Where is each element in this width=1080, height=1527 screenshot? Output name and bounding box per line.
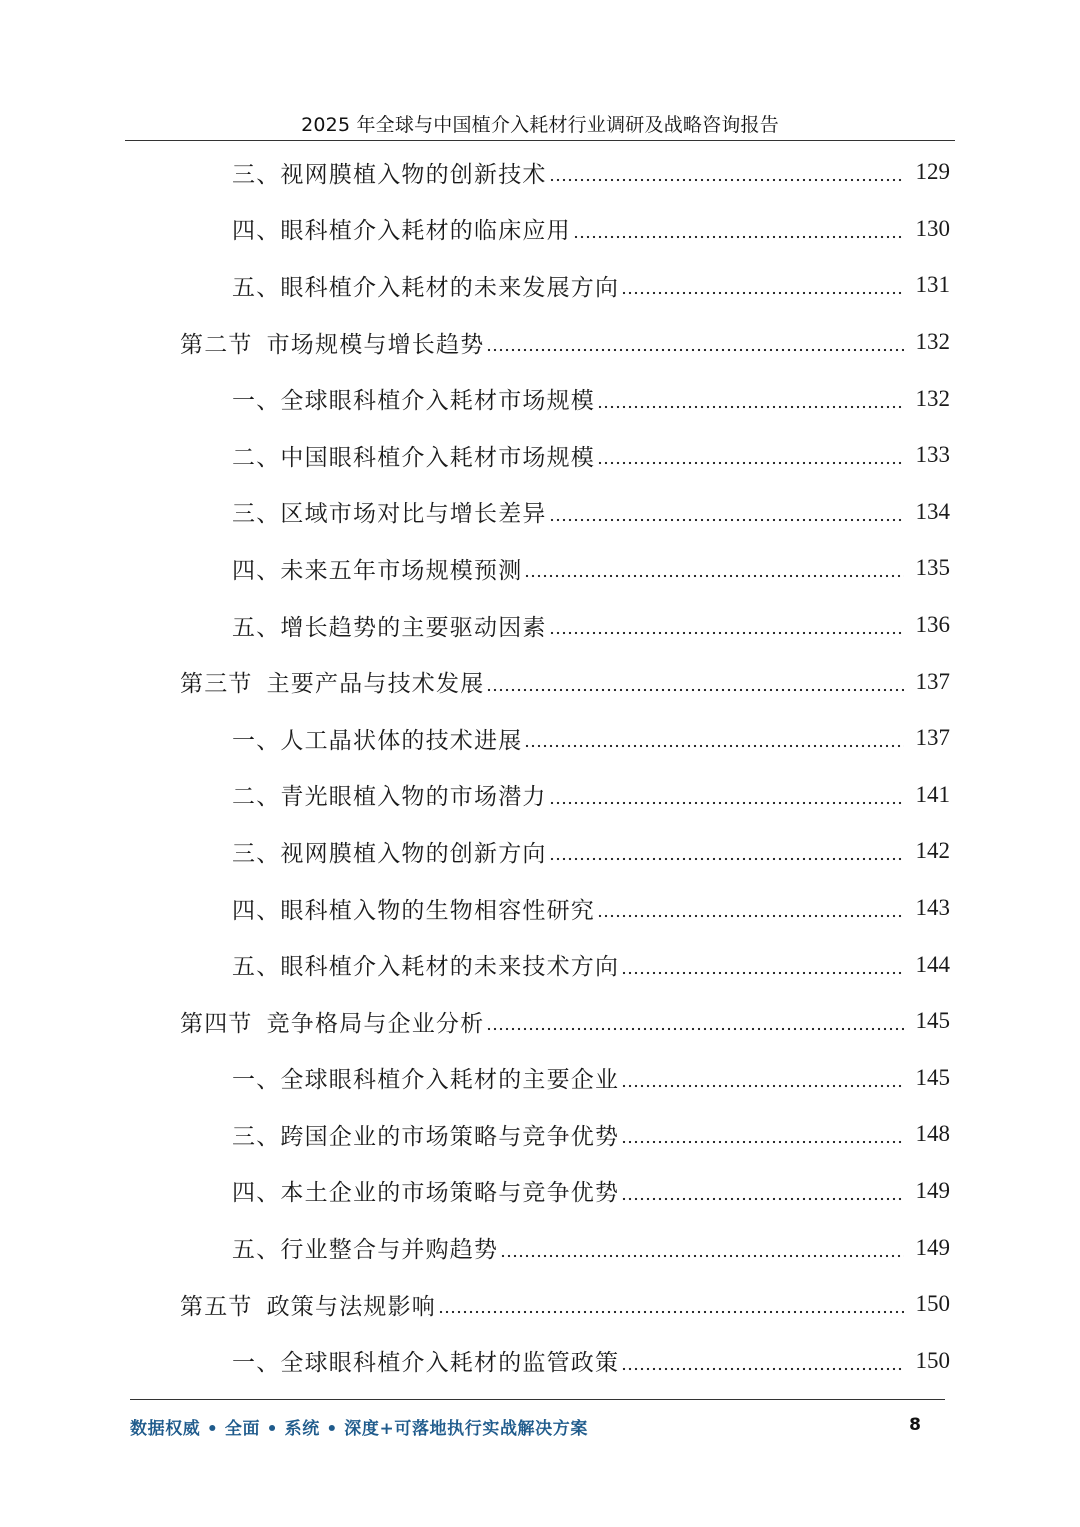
toc-dot-leader xyxy=(486,348,904,352)
toc-dot-leader xyxy=(549,518,904,522)
toc-dot-leader xyxy=(621,1140,904,1144)
toc-dot-leader xyxy=(500,1254,904,1258)
toc-dot-leader xyxy=(549,178,904,182)
table-of-contents xyxy=(0,144,1080,1389)
toc-entry-title xyxy=(232,1174,619,1207)
toc-subsection-entry[interactable] xyxy=(0,1050,1080,1107)
toc-subsection-entry[interactable] xyxy=(0,597,1080,654)
toc-entry-label: 三、视网膜植入物的创新技术 xyxy=(232,161,547,188)
toc-section-entry[interactable] xyxy=(0,314,1080,371)
toc-entry-title xyxy=(232,552,522,585)
toc-entry-label: 四、眼科植入物的生物相容性研究 xyxy=(232,897,595,924)
toc-page-number: 145 xyxy=(915,1064,950,1090)
toc-entry-label: 市场规模与增长趋势 xyxy=(266,331,485,358)
toc-entry-title xyxy=(232,609,547,642)
toc-subsection-entry[interactable] xyxy=(0,257,1080,314)
toc-page-number: 137 xyxy=(915,725,950,751)
toc-section-entry[interactable] xyxy=(0,653,1080,710)
toc-page-number: 149 xyxy=(915,1234,950,1260)
toc-subsection-entry[interactable] xyxy=(0,767,1080,824)
toc-subsection-entry[interactable] xyxy=(0,427,1080,484)
toc-entry-label: 二、中国眼科植介入耗材市场规模 xyxy=(232,444,595,471)
toc-entry-label: 一、全球眼科植介入耗材市场规模 xyxy=(232,388,595,415)
toc-entry-title xyxy=(232,948,619,981)
toc-entry-title xyxy=(232,835,547,868)
toc-entry-title xyxy=(232,1231,498,1264)
toc-dot-leader xyxy=(621,1367,904,1371)
toc-page-number: 132 xyxy=(915,329,950,355)
toc-dot-leader xyxy=(621,971,904,975)
toc-entry-title xyxy=(232,382,595,415)
toc-section-number: 第三节 xyxy=(180,671,253,698)
toc-page-number: 150 xyxy=(915,1291,950,1317)
toc-page-number: 129 xyxy=(915,159,950,185)
toc-subsection-entry[interactable] xyxy=(0,1332,1080,1389)
toc-entry-title xyxy=(180,665,484,698)
toc-subsection-entry[interactable] xyxy=(0,144,1080,201)
toc-dot-leader xyxy=(573,235,904,239)
page-header-title: 2025 年全球与中国植介入耗材行业调研及战略咨询报告 xyxy=(301,114,779,136)
footer-divider xyxy=(130,1399,945,1400)
toc-section-entry[interactable] xyxy=(0,993,1080,1050)
toc-entry-title xyxy=(232,1061,619,1094)
toc-entry-label: 四、本土企业的市场策略与竞争优势 xyxy=(232,1180,620,1207)
header-divider xyxy=(125,140,955,141)
toc-entry-title xyxy=(232,269,619,302)
toc-entry-label: 二、青光眼植入物的市场潜力 xyxy=(232,784,547,811)
toc-entry-title xyxy=(232,1118,619,1151)
toc-page-number: 130 xyxy=(915,215,950,241)
toc-page-number: 145 xyxy=(915,1008,950,1034)
toc-section-number: 第四节 xyxy=(180,1010,253,1037)
toc-subsection-entry[interactable] xyxy=(0,540,1080,597)
toc-page-number: 144 xyxy=(915,951,950,977)
toc-subsection-entry[interactable] xyxy=(0,484,1080,541)
toc-entry-title xyxy=(180,1005,484,1038)
toc-page-number: 149 xyxy=(915,1177,950,1203)
toc-dot-leader xyxy=(486,688,904,692)
toc-page-number: 141 xyxy=(915,781,950,807)
toc-dot-leader xyxy=(524,574,904,578)
toc-dot-leader xyxy=(621,1197,904,1201)
footer-page-number: 8 xyxy=(909,1415,921,1435)
toc-page-number: 134 xyxy=(915,498,950,524)
toc-dot-leader xyxy=(597,405,904,409)
toc-subsection-entry[interactable] xyxy=(0,936,1080,993)
toc-entry-title xyxy=(232,722,522,755)
toc-dot-leader xyxy=(438,1310,904,1314)
toc-entry-label: 政策与法规影响 xyxy=(266,1293,437,1320)
toc-page-number: 143 xyxy=(915,895,950,921)
toc-entry-label: 三、视网膜植入物的创新方向 xyxy=(232,840,547,867)
toc-subsection-entry[interactable] xyxy=(0,370,1080,427)
toc-dot-leader xyxy=(524,744,904,748)
toc-entry-title xyxy=(180,1288,436,1321)
toc-dot-leader xyxy=(597,461,904,465)
toc-section-number: 第五节 xyxy=(180,1293,253,1320)
footer-slogan: 数据权威 • 全面 • 系统 • 深度+可落地执行实战解决方案 xyxy=(130,1419,588,1439)
toc-dot-leader xyxy=(549,801,904,805)
toc-subsection-entry[interactable] xyxy=(0,1219,1080,1276)
toc-page-number: 133 xyxy=(915,442,950,468)
toc-subsection-entry[interactable] xyxy=(0,1106,1080,1163)
toc-dot-leader xyxy=(549,631,904,635)
toc-dot-leader xyxy=(597,914,904,918)
toc-dot-leader xyxy=(549,857,904,861)
toc-entry-label: 三、区域市场对比与增长差异 xyxy=(232,501,547,528)
toc-dot-leader xyxy=(486,1027,904,1031)
toc-entry-title xyxy=(232,156,547,189)
toc-entry-title xyxy=(232,892,595,925)
toc-page-number: 142 xyxy=(915,838,950,864)
toc-entry-label: 一、人工晶状体的技术进展 xyxy=(232,727,523,754)
toc-dot-leader xyxy=(621,291,904,295)
toc-entry-label: 四、未来五年市场规模预测 xyxy=(232,557,523,584)
toc-entry-label: 主要产品与技术发展 xyxy=(266,671,485,698)
toc-page-number: 132 xyxy=(915,385,950,411)
toc-subsection-entry[interactable] xyxy=(0,201,1080,258)
toc-entry-title xyxy=(232,778,547,811)
toc-entry-title xyxy=(232,212,571,245)
toc-entry-title xyxy=(180,326,484,359)
toc-entry-label: 一、全球眼科植介入耗材的主要企业 xyxy=(232,1067,620,1094)
toc-page-number: 137 xyxy=(915,668,950,694)
toc-page-number: 150 xyxy=(915,1347,950,1373)
toc-entry-title xyxy=(232,439,595,472)
toc-entry-title xyxy=(232,495,547,528)
toc-entry-label: 五、行业整合与并购趋势 xyxy=(232,1237,499,1264)
toc-dot-leader xyxy=(621,1084,904,1088)
toc-page-number: 131 xyxy=(915,272,950,298)
toc-entry-title xyxy=(232,1344,619,1377)
toc-entry-label: 三、跨国企业的市场策略与竞争优势 xyxy=(232,1123,620,1150)
toc-entry-label: 四、眼科植介入耗材的临床应用 xyxy=(232,218,571,245)
toc-subsection-entry[interactable] xyxy=(0,823,1080,880)
toc-entry-label: 五、眼科植介入耗材的未来发展方向 xyxy=(232,274,620,301)
toc-subsection-entry[interactable] xyxy=(0,1163,1080,1220)
toc-page-number: 148 xyxy=(915,1121,950,1147)
toc-entry-label: 五、眼科植介入耗材的未来技术方向 xyxy=(232,954,620,981)
toc-entry-label: 竞争格局与企业分析 xyxy=(266,1010,485,1037)
toc-section-number: 第二节 xyxy=(180,331,253,358)
toc-subsection-entry[interactable] xyxy=(0,880,1080,937)
toc-page-number: 136 xyxy=(915,612,950,638)
toc-subsection-entry[interactable] xyxy=(0,710,1080,767)
toc-page-number: 135 xyxy=(915,555,950,581)
toc-entry-label: 五、增长趋势的主要驱动因素 xyxy=(232,614,547,641)
toc-section-entry[interactable] xyxy=(0,1276,1080,1333)
toc-entry-label: 一、全球眼科植介入耗材的监管政策 xyxy=(232,1350,620,1377)
